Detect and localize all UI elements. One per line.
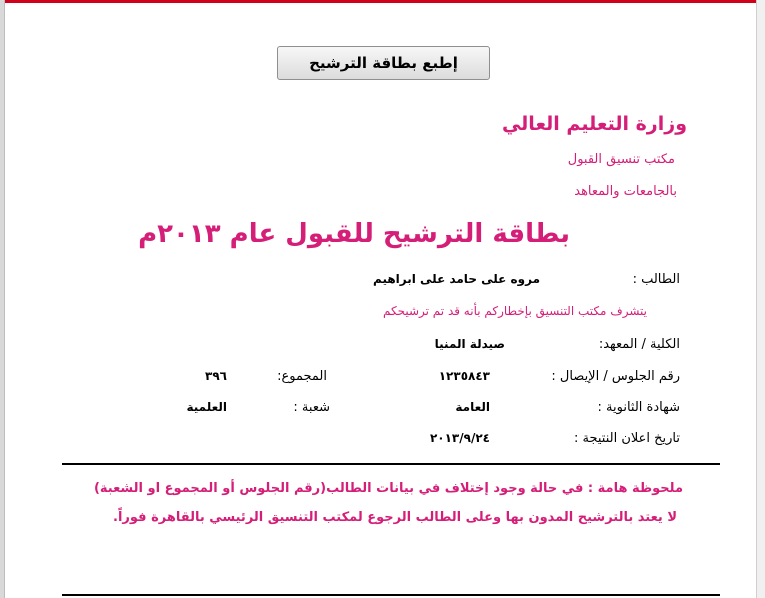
important-note-line-1: ملحوظة هامة : في حالة وجود إختلاف في بيانات الطالب(رقم الجلوس أو المجموع او الشعبة) [93,481,683,496]
branch-value: العلمية [186,400,227,414]
window-frame-left [0,0,5,598]
certificate-label: شهادة الثانوية : [597,400,680,415]
office-line-1: مكتب تنسيق القبول [567,152,675,167]
total-label: المجموع: [277,369,327,384]
student-label: الطالب : [632,272,680,287]
divider-bottom [62,594,720,596]
faculty-label: الكلية / المعهد: [598,337,680,352]
total-value: ٣٩٦ [205,369,227,383]
important-note-line-2: لا يعتد بالترشيح المدون بها وعلى الطالب الرجوع لمكتب التنسيق الرئيسي بالقاهرة فوراً. [113,510,677,525]
result-date-label: تاريخ اعلان النتيجة : [573,431,680,446]
branch-label: شعبة : [293,400,330,415]
office-line-2: بالجامعات والمعاهد [574,184,677,199]
seat-number-value: ١٢٣٥٨٤٣ [438,369,490,383]
seat-number-label: رقم الجلوس / الإيصال : [551,369,680,384]
ministry-heading: وزارة التعليم العالي [501,113,687,135]
card-title: بطاقة الترشيح للقبول عام ٢٠١٣م [138,219,570,249]
result-date-value: ٢٠١٣/٩/٢٤ [429,431,490,445]
print-card-button[interactable]: إطبع بطاقة الترشيح [277,46,490,80]
faculty-value: صيدلة المنيا [434,337,505,351]
student-name: مروه على حامد على ابراهيم [373,272,540,286]
window-frame-right [756,0,765,598]
top-border [0,0,765,3]
nomination-notice: يتشرف مكتب التنسيق بإخطاركم بأنه قد تم ترشيحكم [383,304,647,318]
divider-top [62,463,720,465]
certificate-value: العامة [455,400,490,414]
